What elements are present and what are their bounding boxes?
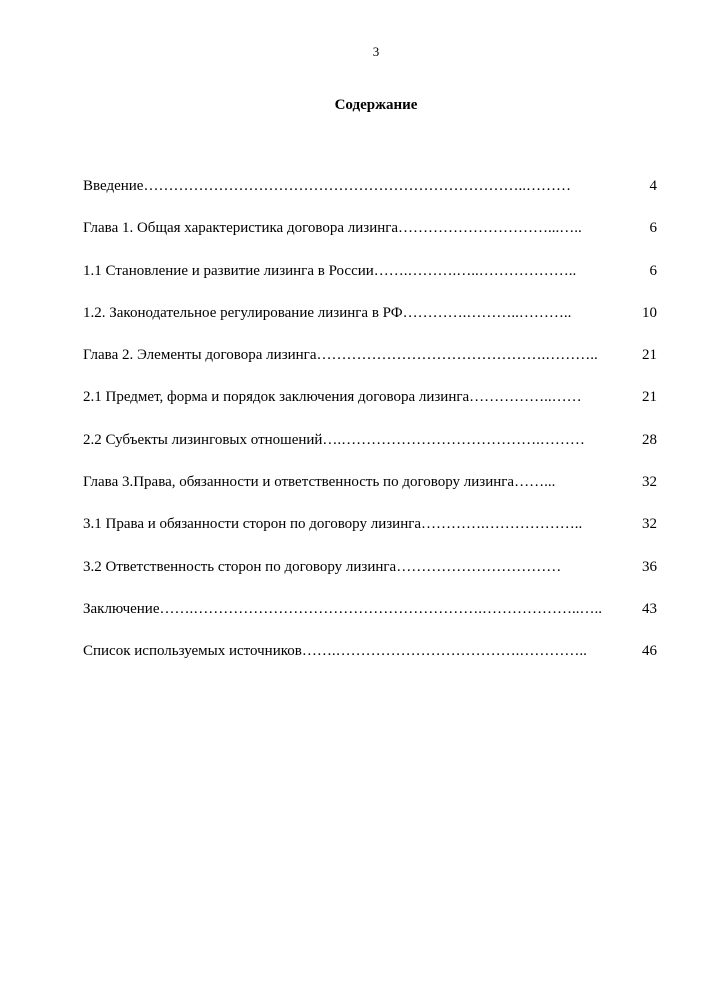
table-of-contents	[83, 176, 657, 684]
toc-entry-references	[83, 641, 657, 683]
toc-entry-text: 1.1 Становление и развитие лизинга в России…….……….…..………………..	[83, 262, 577, 279]
toc-entry-text: Введение…………………………………………………………………..………	[83, 178, 571, 194]
toc-entry-page: 36	[642, 558, 657, 575]
toc-entry-text: 1.2. Законодательное регулирование лизинга в РФ………….………..………..	[83, 304, 572, 321]
toc-entry-section-2-1	[83, 387, 657, 429]
toc-entry-page: 32	[642, 516, 657, 533]
toc-entry-chapter-3	[83, 472, 657, 514]
toc-entry-section-1-1	[83, 261, 657, 303]
toc-entry-page: 21	[642, 389, 657, 406]
toc-entry-page: 28	[642, 431, 657, 448]
toc-entry-page: 46	[642, 643, 657, 660]
toc-entry-section-1-2	[83, 303, 657, 345]
toc-title: Содержание	[334, 97, 418, 113]
page-number: 3	[372, 44, 380, 59]
toc-entry-text: 3.1 Права и обязанности сторон по договору лизинга………….………………..	[83, 516, 583, 533]
toc-entry-text: 2.2 Субъекты лизинговых отношений….………………………………….………	[83, 431, 585, 448]
toc-entry-text: 2.1 Предмет, форма и порядок заключения договора лизинга……………..……	[83, 389, 582, 406]
toc-entry-page: 6	[649, 262, 657, 279]
toc-entry-text: Список используемых источников…….……………………………….…………..	[83, 643, 587, 660]
toc-entry-chapter-2	[83, 345, 657, 387]
toc-entry-page: 10	[642, 304, 657, 321]
toc-entry-text: Глава 2. Элементы договора лизинга……………………………………….………..	[83, 347, 598, 364]
toc-entry-introduction	[83, 176, 657, 218]
toc-entry-page: 4	[649, 178, 657, 194]
toc-entry-section-3-2	[83, 557, 657, 599]
toc-entry-text: Заключение…….………………………………………………….………………..…..	[83, 600, 602, 617]
toc-entry-page: 32	[642, 474, 657, 491]
toc-entry-chapter-1	[83, 218, 657, 260]
toc-entry-section-3-1	[83, 514, 657, 556]
toc-entry-text: 3.2 Ответственность сторон по договору лизинга……………………………	[83, 558, 562, 575]
toc-entry-page: 43	[642, 600, 657, 617]
toc-entry-page: 6	[649, 220, 657, 237]
toc-entry-section-2-2	[83, 430, 657, 472]
toc-entry-page: 21	[642, 347, 657, 364]
toc-entry-conclusion	[83, 599, 657, 641]
toc-entry-text: Глава 1. Общая характеристика договора лизинга…………………………...…..	[83, 220, 582, 237]
toc-entry-text: Глава 3.Права, обязанности и ответственность по договору лизинга……...	[83, 474, 556, 491]
